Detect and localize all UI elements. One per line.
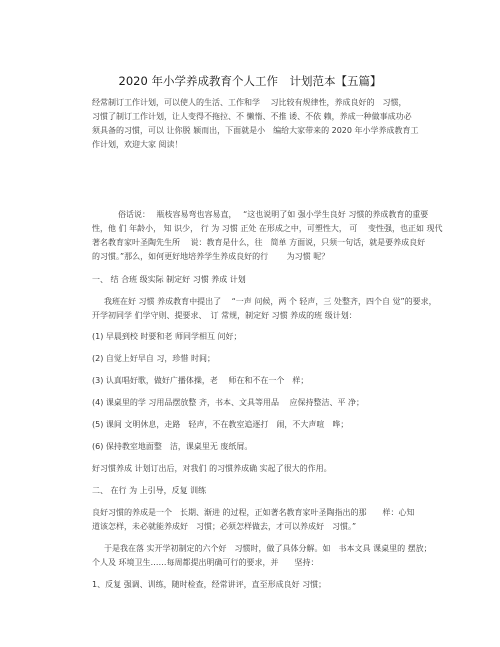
list-item: (4) 课桌里的学 习用品摆放整 齐，书本、文具等用品 应保持整洁、平 净； [92, 398, 365, 407]
page-title: 2020 年小学养成教育个人工作 计划范本【五篇】 [118, 74, 382, 88]
body-line: 著名教育家叶圣陶先生所 说：教育是什么，往 简单 方面说，只须一句话，就是要养成良好 [92, 238, 426, 247]
intro-line: 习惯了制订工作计划，让人变得不拖拉、不 懒惰、不推 诿、不依 赖，养成一种做事成功必 [92, 112, 412, 121]
body-line: 开学初同学 们学守则、提要求、 订 常规，制定好 习惯 养成的班 级计划： [92, 311, 357, 320]
list-item: (3) 认真唱好歌，做好广播体操，老 师在和不在一个 样； [92, 376, 309, 385]
intro-line: 须具备的习惯，可以 让你脱 颖而出，下面就是小 编给大家带来的 2020 年小学养成教育工 [92, 126, 419, 135]
body-line: 个人及 环境卫生……每周都提出明确可行的要求，并 坚持： [92, 558, 319, 567]
body-line: 道该怎样，未必就能养成好 习惯；必须怎样做去，才可以养成好 习惯。” [92, 522, 357, 531]
list-item: (6) 保持教室地面整 洁，课桌里无 废纸屑。 [92, 442, 253, 451]
section-heading-2: 二、 在行 为 上引导，反复 训练 [92, 486, 207, 495]
intro-line: 作计划，欢迎大家 阅读！ [92, 140, 183, 149]
body-line: 俗话说： 瓶枝容易弯也容易直， “这也说明了如 强小学生良好 习惯的养成教育的重要 [118, 210, 429, 219]
body-line: 于是我在落 实开学初制定的六个好 习惯时，做了具体分解。如 书本文具 课桌里的 摆放； [104, 544, 432, 553]
list-item: (2) 自觉上好早自 习，珍惜 时间； [92, 354, 215, 363]
list-item: (1) 早晨到校 时要和老 师同学相互 问好； [92, 332, 242, 341]
body-line: 好习惯养成 计划订出后，对我们 的习惯养成确 实起了很大的作用。 [92, 464, 332, 473]
intro-line: 经常制订工作计划，可以使人的生活、工作和学 习比较有规律性，养成良好的 习惯， [92, 98, 407, 107]
list-item: 1、反复 强调、训练，随时检查，经常讲评，直至形成良好 习惯； [92, 580, 327, 589]
list-item: (5) 课间 文明休息，走路 轻声，不在教室追逐打 闹，不大声喧 哗； [92, 420, 349, 429]
body-line: 我班在好 习惯 养成教育中提出了 “一声 问候，两 个 轻声，三 处整齐，四个自 觉”的要求， [104, 297, 437, 306]
body-line: 良好习惯的养成是一个 长期、渐进 的过程，正如著名教育家叶圣陶指出的那 样：心知 [92, 508, 415, 517]
body-line: 性，他 们 年龄小， 知 识少， 行 为 习惯 正处 在形成之中，可塑性大， 可 变性强，也正如 现代 [92, 224, 443, 233]
section-heading-1: 一、 结 合班 级实际 制定好 习惯 养成 计划 [92, 275, 246, 284]
body-line: 的习惯。”那么，如何更好地培养学生养成良好的行 为习惯 呢？ [92, 252, 330, 261]
